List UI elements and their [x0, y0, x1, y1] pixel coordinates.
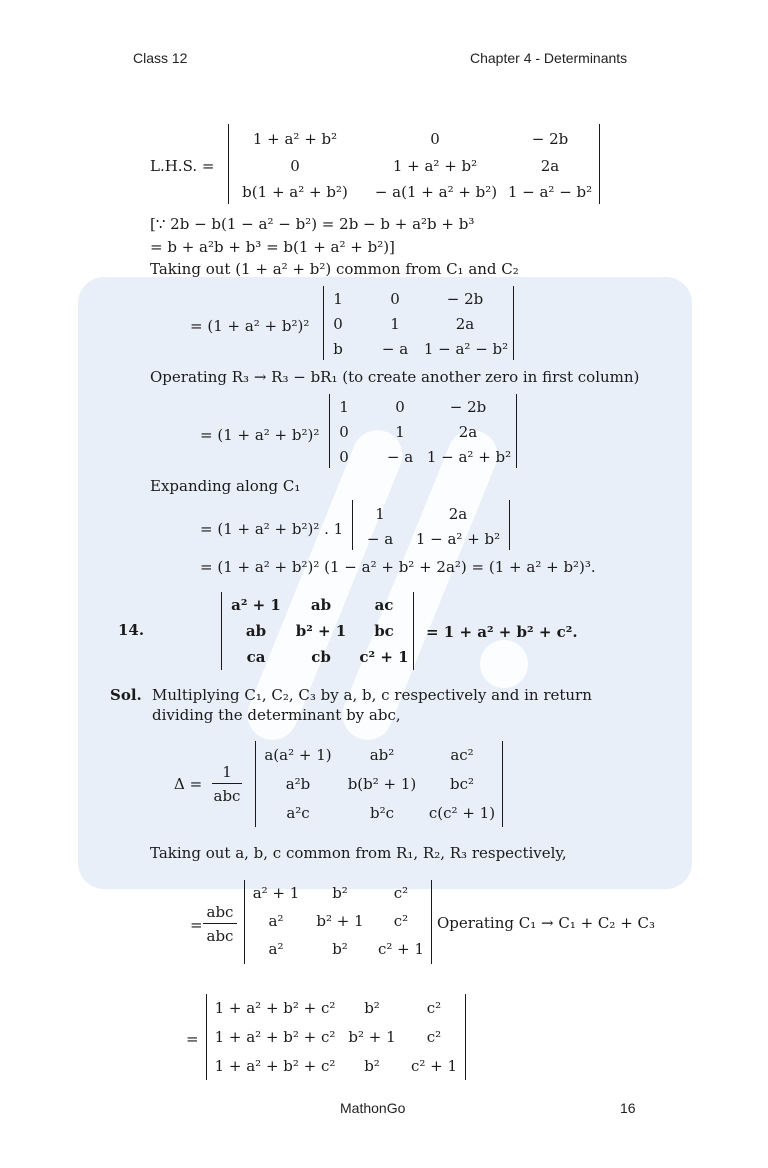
det-bar-left: [221, 592, 222, 670]
matrix-cell: ca: [246, 648, 266, 666]
matrix-cell: a²: [268, 912, 284, 930]
matrix-cell: ab²: [369, 746, 395, 764]
matrix-cell: ac²: [450, 746, 474, 764]
matrix-cell: a² + 1: [252, 884, 300, 902]
matrix-cell: 1 − a² − b²: [423, 340, 509, 358]
step4-label: = (1 + a² + b²)² . 1: [200, 520, 344, 538]
matrix-cell: a²c: [286, 804, 310, 822]
matrix-cell: b(b² + 1): [347, 775, 417, 793]
matrix-cell: 1 + a² + b² + c²: [214, 1028, 336, 1046]
matrix-cell: b: [333, 340, 343, 358]
matrix-cell: b² + 1: [295, 622, 347, 640]
det-bar-right: [502, 741, 503, 827]
taking-out-line-2: Taking out a, b, c common from R₁, R₂, R₃ respectively,: [150, 844, 567, 862]
matrix-cell: 1: [375, 505, 385, 523]
matrix-cell: c²: [426, 999, 442, 1017]
matrix-cell: cb: [311, 648, 331, 666]
matrix-cell: 1 + a² + b² + c²: [214, 999, 336, 1017]
operating-line: Operating R₃ → R₃ − bR₁ (to create another zero in first column): [150, 368, 640, 386]
step3-label: = (1 + a² + b²)²: [200, 426, 320, 444]
header-chapter: Chapter 4 - Determinants: [470, 50, 628, 66]
matrix-cell: − 2b: [531, 130, 569, 148]
matrix-cell: b² + 1: [316, 912, 364, 930]
matrix-cell: c² + 1: [377, 940, 425, 958]
matrix-cell: c²: [393, 884, 409, 902]
matrix-cell: c² + 1: [359, 648, 409, 666]
operating-line-2: Operating C₁ → C₁ + C₂ + C₃: [437, 914, 656, 932]
matrix-cell: a² + 1: [231, 596, 281, 614]
matrix-cell: ab: [245, 622, 267, 640]
matrix-cell: b²: [364, 1057, 380, 1075]
matrix-cell: 1: [395, 423, 405, 441]
det-bar-left: [329, 394, 330, 468]
matrix-cell: bc²: [449, 775, 475, 793]
matrix-cell: a(a² + 1): [264, 746, 332, 764]
matrix-cell: 0: [333, 315, 343, 333]
det-bar-right: [431, 880, 432, 964]
matrix-cell: − 2b: [449, 398, 487, 416]
matrix-cell: 1: [339, 398, 349, 416]
matrix-cell: 0: [430, 130, 440, 148]
lhs-label: L.H.S. =: [150, 157, 215, 175]
expanding-line: Expanding along C₁: [150, 477, 301, 495]
fraction-bar: [212, 783, 242, 784]
matrix-cell: b²: [364, 999, 380, 1017]
matrix-cell: b(1 + a² + b²): [242, 183, 348, 201]
fraction-bar: [203, 923, 237, 924]
matrix-cell: 0: [395, 398, 405, 416]
matrix-cell: − a: [366, 530, 394, 548]
matrix-cell: − a(1 + a² + b²): [374, 183, 498, 201]
matrix-cell: b²c: [369, 804, 395, 822]
matrix-cell: 2a: [448, 505, 468, 523]
matrix-cell: b²: [332, 940, 348, 958]
det-bar-left: [255, 741, 256, 827]
matrix-cell: bc: [374, 622, 394, 640]
matrix-cell: 1 − a² − b²: [507, 183, 593, 201]
step5-line: = (1 + a² + b²)² (1 − a² + b² + 2a²) = (1 + a² + b²)³.: [200, 558, 596, 576]
det-bar-left: [323, 286, 324, 360]
matrix-cell: a²b: [285, 775, 311, 793]
delta-label: Δ =: [174, 775, 203, 793]
det-bar-left: [206, 994, 207, 1080]
step8-eq: =: [186, 1030, 199, 1048]
solution-line-1: Multiplying C₁, C₂, C₃ by a, b, c respectively and in return: [152, 686, 592, 704]
det-bar-left: [352, 500, 353, 550]
matrix-cell: c² + 1: [410, 1057, 458, 1075]
matrix-cell: 0: [339, 423, 349, 441]
matrix-cell: 1 + a² + b² + c²: [214, 1057, 336, 1075]
solution-label: Sol.: [110, 686, 142, 704]
matrix-cell: 1 − a² + b²: [415, 530, 501, 548]
matrix-cell: 1 + a² + b²: [392, 157, 478, 175]
fraction-denominator: abc: [213, 787, 241, 805]
matrix-cell: c²: [393, 912, 409, 930]
matrix-cell: 1 + a² + b²: [252, 130, 338, 148]
det-bar-right: [513, 286, 514, 360]
step2-label: = (1 + a² + b²)²: [190, 317, 310, 335]
matrix-cell: ab: [310, 596, 332, 614]
matrix-cell: a²: [268, 940, 284, 958]
header-class: Class 12: [133, 50, 188, 66]
matrix-cell: 1 − a² + b²: [426, 448, 512, 466]
matrix-cell: 1: [333, 290, 343, 308]
fraction-denominator: abc: [206, 927, 234, 945]
matrix-cell: − 2b: [446, 290, 484, 308]
matrix-cell: ac: [374, 596, 394, 614]
matrix-cell: c(c² + 1): [428, 804, 496, 822]
solution-line-2: dividing the determinant by abc,: [152, 706, 401, 724]
footer-brand: MathonGo: [340, 1100, 406, 1116]
question-rhs: = 1 + a² + b² + c².: [426, 623, 578, 641]
watermark-dot: [480, 640, 528, 688]
matrix-cell: b²: [332, 884, 348, 902]
page-number: 16: [620, 1100, 636, 1116]
matrix-cell: c²: [426, 1028, 442, 1046]
matrix-cell: 1: [390, 315, 400, 333]
matrix-cell: 0: [390, 290, 400, 308]
fraction-numerator: 1: [222, 763, 232, 781]
matrix-cell: 2a: [455, 315, 475, 333]
matrix-cell: 0: [339, 448, 349, 466]
matrix-cell: 2a: [540, 157, 560, 175]
det-bar-right: [413, 592, 414, 670]
det-bar-right: [465, 994, 466, 1080]
matrix-cell: b² + 1: [348, 1028, 396, 1046]
det-bar-right: [599, 124, 600, 204]
taking-out-line: Taking out (1 + a² + b²) common from C₁ and C₂: [150, 260, 519, 278]
det-bar-left: [244, 880, 245, 964]
matrix-cell: 2a: [458, 423, 478, 441]
matrix-cell: 0: [290, 157, 300, 175]
because-line-1: [∵ 2b − b(1 − a² − b²) = 2b − b + a²b + b³: [150, 215, 475, 233]
because-line-2: = b + a²b + b³ = b(1 + a² + b²)]: [150, 238, 395, 256]
det-bar-right: [509, 500, 510, 550]
matrix-cell: − a: [386, 448, 414, 466]
det-bar-right: [516, 394, 517, 468]
fraction-numerator: abc: [206, 903, 234, 921]
question-number: 14.: [118, 621, 145, 639]
step7-eq: =: [190, 916, 203, 934]
matrix-cell: − a: [381, 340, 409, 358]
